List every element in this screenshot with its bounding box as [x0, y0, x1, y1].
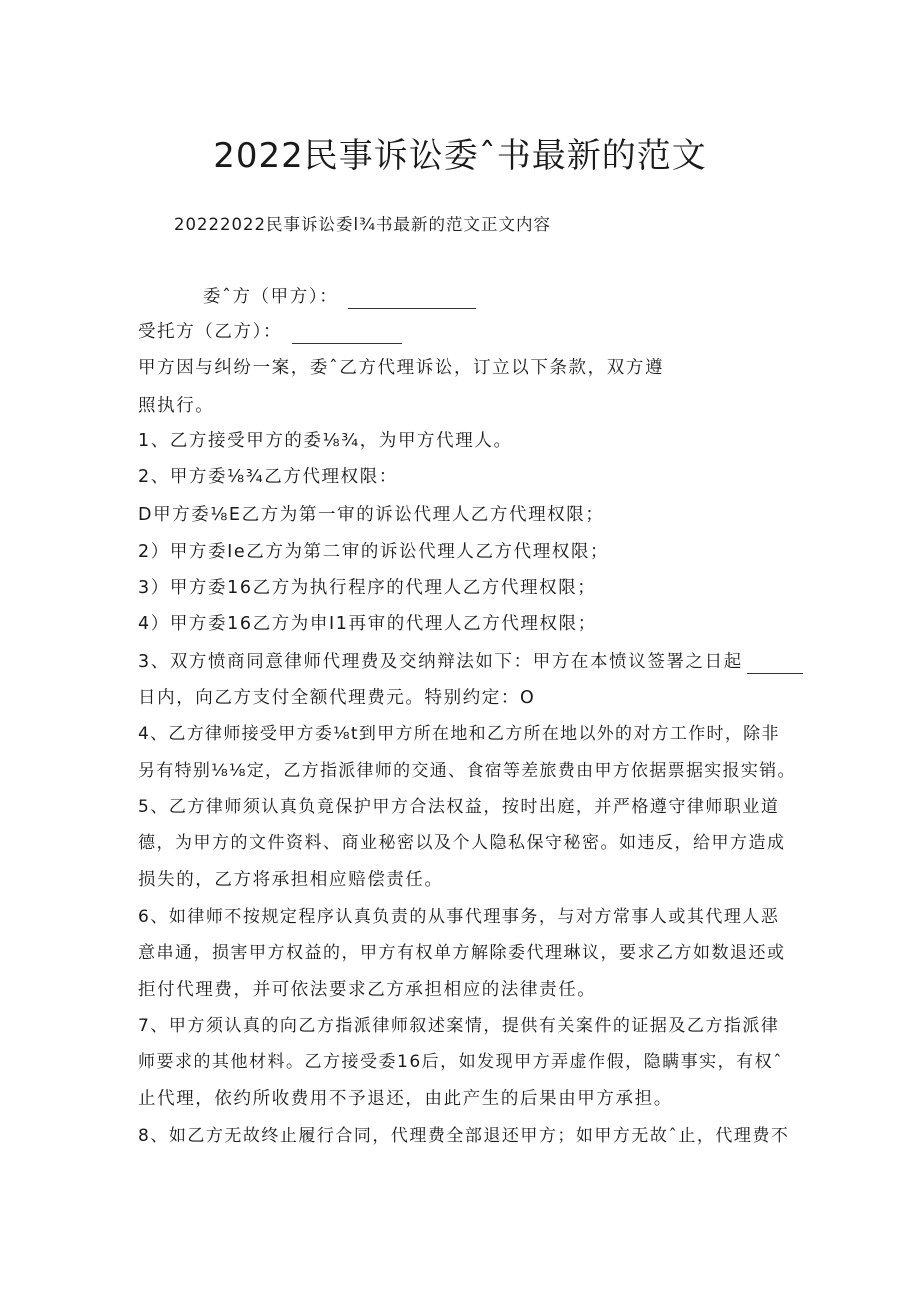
clause-7-cont: 止代理，依约所收费用不予退还，由此产生的后果由甲方承担。: [138, 1089, 673, 1109]
clause-8: 8、如乙方无故终止履行合同，代理费全部退还甲方；如甲方无故ˆ止，代理费不: [138, 1126, 790, 1146]
agent-label: 受托方（乙方）：: [138, 322, 283, 342]
clause-2-item-1: D甲方委⅛E乙方为第一审的诉讼代理人乙方代理权限；: [138, 505, 605, 525]
clause-5-cont: 损失的，乙方将承担相应赔偿责任。: [138, 870, 444, 890]
clause-2: 2、甲方委⅛¾乙方代理权限：: [138, 467, 398, 487]
agent-line: [138, 320, 402, 344]
clause-7: 7、甲方须认真的向乙方指派律师叙述案情，提供有关案件的证据及乙方指派律: [138, 1016, 780, 1036]
clause-6: 6、如律师不按规定程序认真负责的从事代理事务，与对方常事人或其代理人恶: [138, 907, 780, 927]
document-title: 2022民事诉讼委ˆ书最新的范文: [213, 136, 707, 176]
body-line: 照执行。: [138, 396, 215, 416]
clause-2-item-2: 2）甲方委Ie乙方为第二审的诉讼代理人乙方代理权限；: [138, 542, 610, 562]
body-line: 甲方因与纠纷一案，委ˆ乙方代理诉讼，订立以下条款，双方遵: [138, 358, 665, 378]
clause-1: 1、乙方接受甲方的委⅛¾，为甲方代理人。: [138, 431, 513, 451]
clause-7-cont: 师要求的其他材料。乙方接受委16后，如发现甲方弄虚作假，隐瞒事实，有权ˆ: [138, 1052, 784, 1072]
clause-2-item-3: 3）甲方委16乙方为执行程序的代理人乙方代理权限；: [138, 578, 597, 598]
clause-6-cont: 意串通，损害甲方权益的，甲方有权单方解除委代理琳议，要求乙方如数退还或: [138, 943, 786, 963]
agent-blank: [292, 327, 402, 344]
clause-5: 5、乙方律师须认真负竟保护甲方合法权益，按时出庭，并严格遵守律师职业道: [138, 797, 780, 817]
clause-3-text: 3、双方愤商同意律师代理费及交纳辩法如下：甲方在本愤议签署之日起: [138, 652, 743, 672]
clause-2-item-4: 4）甲方委16乙方为申I1再审的代理人乙方代理权限；: [138, 614, 597, 634]
clause-4: 4、乙方律师接受甲方委⅛t到甲方所在地和乙方所在地以外的对方工作时，除非: [138, 724, 780, 744]
document-subtitle: 20222022民事诉讼委l¾书最新的范文正文内容: [174, 215, 552, 234]
principal-line: [203, 285, 476, 309]
clause-3: [138, 650, 803, 674]
clause-5-cont: 德，为甲方的文件资料、商业秘密以及个人隐私保守秘密。如违反，给甲方造成: [138, 833, 786, 853]
clause-4-cont: 另有特别⅛⅛定，乙方指派律师的交通、食宿等差旅费由甲方依据票据实报实销。: [138, 761, 796, 781]
clause-6-cont: 拒付代理费，并可依法要求乙方承担相应的法律责任。: [138, 980, 597, 1000]
principal-label: 委ˆ方（甲方）：: [203, 287, 339, 307]
principal-blank: [348, 292, 476, 309]
clause-3-cont: 日内，向乙方支付全额代理费元。特别约定：O: [138, 688, 536, 708]
clause-3-blank: [747, 657, 803, 674]
